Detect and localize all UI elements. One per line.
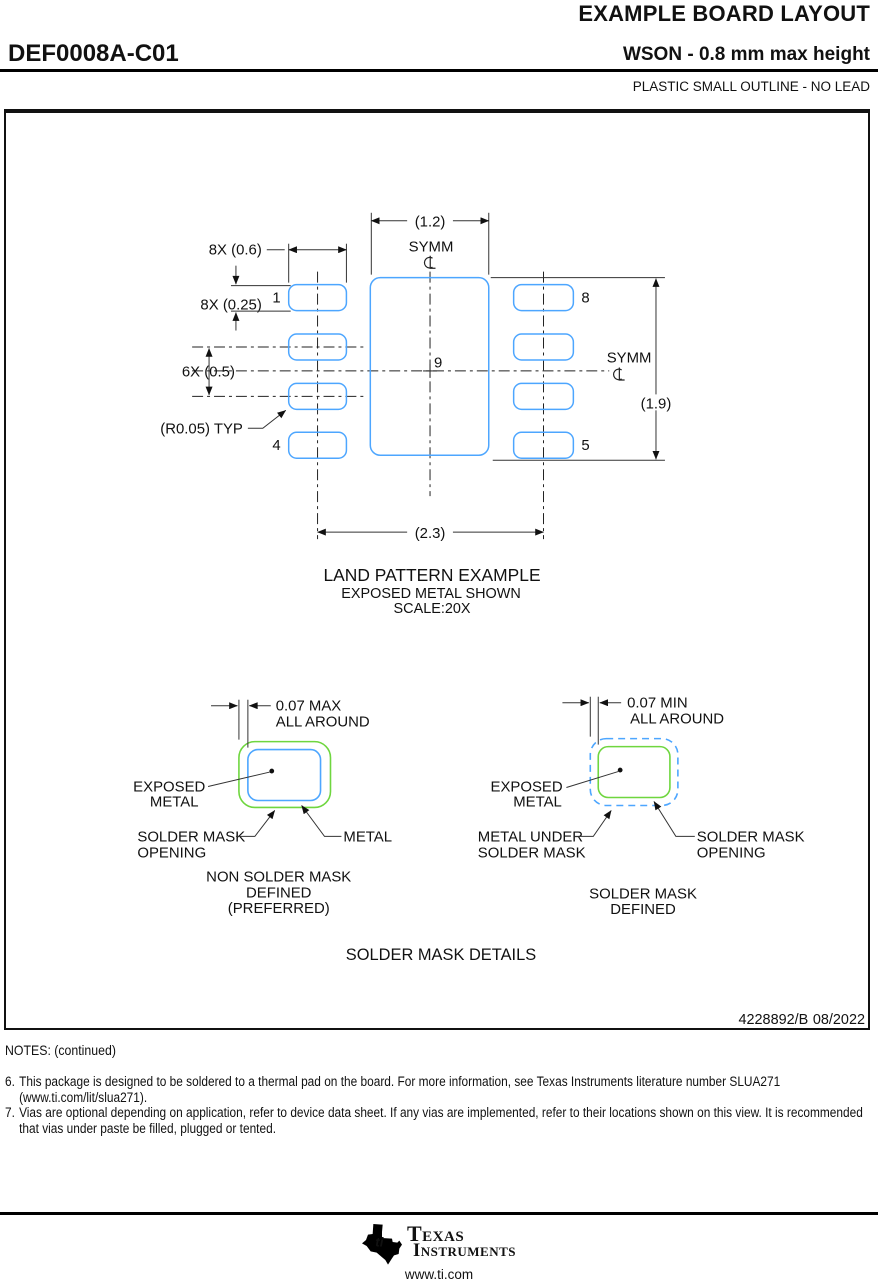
- svg-text:8X (0.25): 8X (0.25): [200, 296, 262, 314]
- svg-text:SYMM: SYMM: [408, 238, 454, 256]
- svg-text:(PREFERRED): (PREFERRED): [227, 900, 330, 918]
- dim-pitch: [182, 348, 235, 394]
- smd-diagram: [478, 695, 805, 919]
- pin-label-9: 9: [434, 354, 443, 372]
- exposed-metal-dot: [269, 769, 274, 774]
- svg-text:OPENING: OPENING: [696, 844, 766, 862]
- land-pattern-subtitle1: EXPOSED METAL SHOWN: [341, 585, 521, 602]
- svg-text:(1.9): (1.9): [640, 395, 672, 413]
- note-item-6: [5, 1074, 876, 1105]
- part-number: DEF0008A-C01: [8, 40, 179, 67]
- exposed-metal-dot: [618, 768, 623, 773]
- land-pattern-diagram: [160, 213, 679, 617]
- svg-text:DEFINED: DEFINED: [610, 901, 676, 919]
- svg-text:METAL: METAL: [149, 793, 199, 811]
- svg-text:6X (0.5): 6X (0.5): [181, 363, 235, 381]
- svg-text:SOLDER MASK: SOLDER MASK: [137, 828, 246, 846]
- nsmd-dim: [211, 698, 370, 748]
- note-item-7: [5, 1105, 876, 1136]
- svg-text:SYMM: SYMM: [606, 349, 652, 367]
- dim-span: [318, 524, 544, 542]
- symm-right: [607, 349, 652, 380]
- dim-pad-width: [209, 242, 347, 283]
- svg-text:ti: ti: [375, 1234, 384, 1250]
- pin-label-8: 8: [581, 289, 590, 307]
- land-pattern-subtitle2: SCALE:20X: [393, 600, 471, 617]
- svg-text:EXPOSED: EXPOSED: [133, 778, 206, 796]
- ti-website: www.ti.com: [404, 1267, 474, 1282]
- smd-dim: [562, 695, 724, 745]
- svg-text:SOLDER MASK: SOLDER MASK: [477, 844, 586, 862]
- notes-heading: NOTES: (continued): [5, 1042, 116, 1058]
- svg-text:0.07 MAX: 0.07 MAX: [275, 697, 342, 715]
- svg-text:METAL UNDER: METAL UNDER: [477, 828, 584, 846]
- note-text: This package is designed to be soldered to a thermal pad on the board. For more information, see Texas Instruments literature number SLUA271 (www.ti.com/lit/slua271).: [19, 1074, 781, 1105]
- ti-texas-icon: [362, 1222, 402, 1266]
- svg-text:DEFINED: DEFINED: [245, 884, 312, 902]
- centerline-symbol: [614, 367, 625, 380]
- svg-text:ALL AROUND: ALL AROUND: [275, 713, 370, 731]
- dim-corner-radius: [160, 410, 285, 437]
- smd-caption: SOLDER MASK: [589, 885, 697, 903]
- drawing-frame: [4, 109, 870, 1030]
- nsmd-caption: NON SOLDER MASK: [206, 868, 352, 886]
- ti-logo: [0, 1222, 878, 1282]
- pin-label-1: 1: [272, 289, 281, 307]
- note-number: 6.: [5, 1074, 15, 1089]
- footer-rule: [0, 1212, 878, 1215]
- svg-text:(R0.05) TYP: (R0.05) TYP: [160, 420, 243, 438]
- svg-text:8X (0.6): 8X (0.6): [208, 241, 262, 259]
- note-text: Vias are optional depending on application, refer to device data sheet. If any vias are implemented, refer to their locations shown on this view. It is recommended that vias under paste be filled, plugged or tented.: [19, 1105, 863, 1136]
- package-subtitle: PLASTIC SMALL OUTLINE - NO LEAD: [632, 79, 870, 94]
- symm-top: [409, 239, 454, 269]
- doc-number: 4228892/B: [738, 1011, 809, 1028]
- header-rule: [0, 69, 878, 72]
- solder-mask-details-title: SOLDER MASK DETAILS: [345, 946, 537, 965]
- pin-label-4: 4: [272, 437, 281, 455]
- board-layout-drawing: [6, 113, 868, 1028]
- svg-text:ALL AROUND: ALL AROUND: [630, 710, 725, 728]
- svg-text:(2.3): (2.3): [414, 525, 446, 543]
- svg-text:METAL: METAL: [343, 828, 393, 846]
- land-pattern-title: LAND PATTERN EXAMPLE: [323, 564, 541, 585]
- solder-mask-opening-shape: [598, 747, 670, 798]
- svg-text:0.07 MIN: 0.07 MIN: [627, 694, 688, 712]
- note-number: 7.: [5, 1105, 15, 1120]
- svg-text:EXPOSED: EXPOSED: [490, 778, 563, 796]
- nsmd-diagram: [133, 698, 392, 918]
- sheet-title: EXAMPLE BOARD LAYOUT: [578, 1, 870, 26]
- svg-text:METAL: METAL: [513, 793, 562, 811]
- svg-text:OPENING: OPENING: [137, 844, 207, 862]
- notes-section: [5, 1042, 876, 1136]
- svg-text:(1.2): (1.2): [414, 213, 446, 231]
- brand-texas: Texas: [407, 1221, 465, 1246]
- doc-date: 08/2022: [812, 1011, 866, 1028]
- svg-text:SOLDER MASK: SOLDER MASK: [696, 828, 805, 846]
- pin-label-5: 5: [581, 437, 590, 455]
- brand-instruments: Instruments: [413, 1241, 516, 1261]
- package-title: WSON - 0.8 mm max height: [622, 44, 870, 65]
- centerline-symbol: [424, 256, 435, 269]
